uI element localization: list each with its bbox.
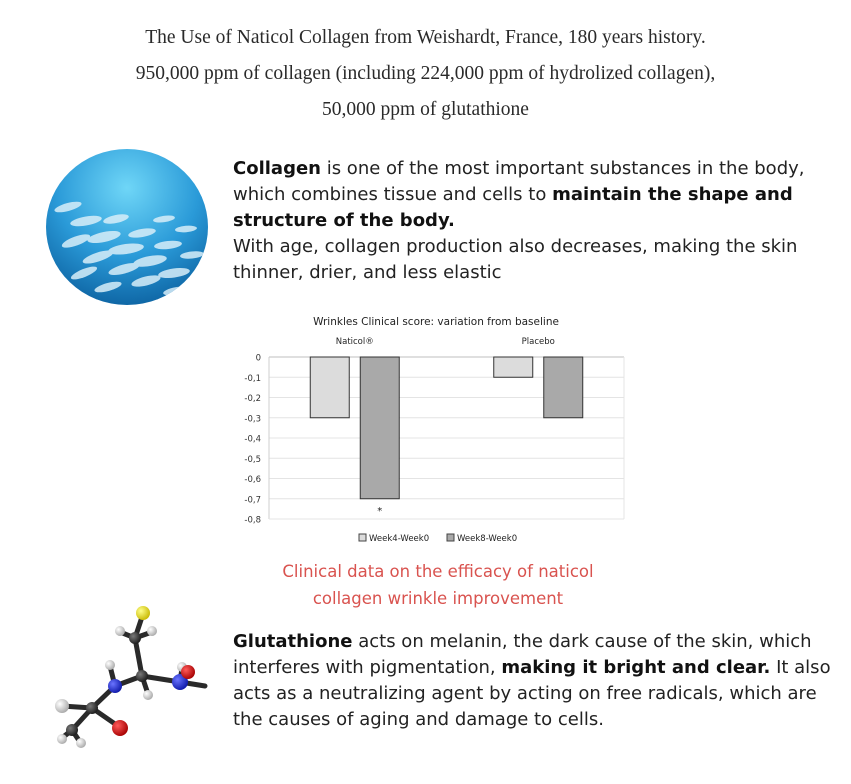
legend-swatch [447, 534, 454, 541]
collagen-text-1: is one of the most important substances in the body, which combines tissue and cells to [233, 158, 805, 205]
chart-title: Wrinkles Clinical score: variation from baseline [313, 316, 559, 328]
page-header [0, 24, 851, 132]
y-tick-label: -0,3 [244, 414, 261, 425]
bar [494, 357, 533, 377]
y-tick-label: -0,6 [244, 475, 261, 485]
glutathione-text-2: It also acts as a neutralizing agent by acting on free radicals, which are the causes of aging and damage to cells. [233, 657, 831, 730]
caption-line-1: Clinical data on the efficacy of naticol [282, 562, 594, 581]
legend-label: Week8-Week0 [457, 534, 518, 544]
glutathione-bold-1: making it bright and clear. [501, 657, 771, 678]
collagen-term: Collagen [233, 158, 321, 179]
caption-line-2: collagen wrinkle improvement [312, 589, 564, 608]
bar [544, 357, 583, 418]
bar [360, 357, 399, 499]
group-label: Placebo [521, 337, 555, 347]
glutathione-text-1: acts on melanin, the dark cause of the skin, which interferes with pigmentation, [233, 631, 812, 678]
y-tick-label: -0,8 [244, 515, 261, 526]
glutathione-term: Glutathione [233, 631, 353, 652]
fish-school-image [46, 149, 208, 305]
wrinkles-chart [222, 310, 642, 555]
chart-caption [240, 558, 636, 612]
y-tick-label: -0,4 [244, 434, 261, 445]
glutathione-description [233, 629, 833, 733]
header-line-1: The Use of Naticol Collagen from Weishardt, France, 180 years history. [145, 27, 706, 48]
bar [310, 357, 349, 418]
significance-marker: * [377, 505, 383, 517]
y-tick-label: 0 [255, 353, 261, 364]
header-line-3: 50,000 ppm of glutathione [322, 99, 529, 120]
y-tick-label: -0,7 [244, 495, 261, 506]
collagen-bold-1: maintain the shape and structure of the body. [233, 184, 793, 231]
y-tick-label: -0,1 [244, 373, 261, 384]
legend-swatch [359, 534, 366, 541]
glutathione-molecule-image [40, 598, 220, 748]
y-tick-label: -0,2 [244, 394, 261, 404]
collagen-text-2: With age, collagen production also decreases, making the skin thinner, drier, and less elastic [233, 236, 798, 283]
legend-label: Week4-Week0 [369, 534, 430, 544]
header-line-2: 950,000 ppm of collagen (including 224,000 ppm of hydrolized collagen), [135, 63, 716, 84]
group-label: Naticol® [335, 337, 374, 347]
y-tick-label: -0,5 [244, 454, 261, 465]
collagen-description [233, 156, 833, 286]
